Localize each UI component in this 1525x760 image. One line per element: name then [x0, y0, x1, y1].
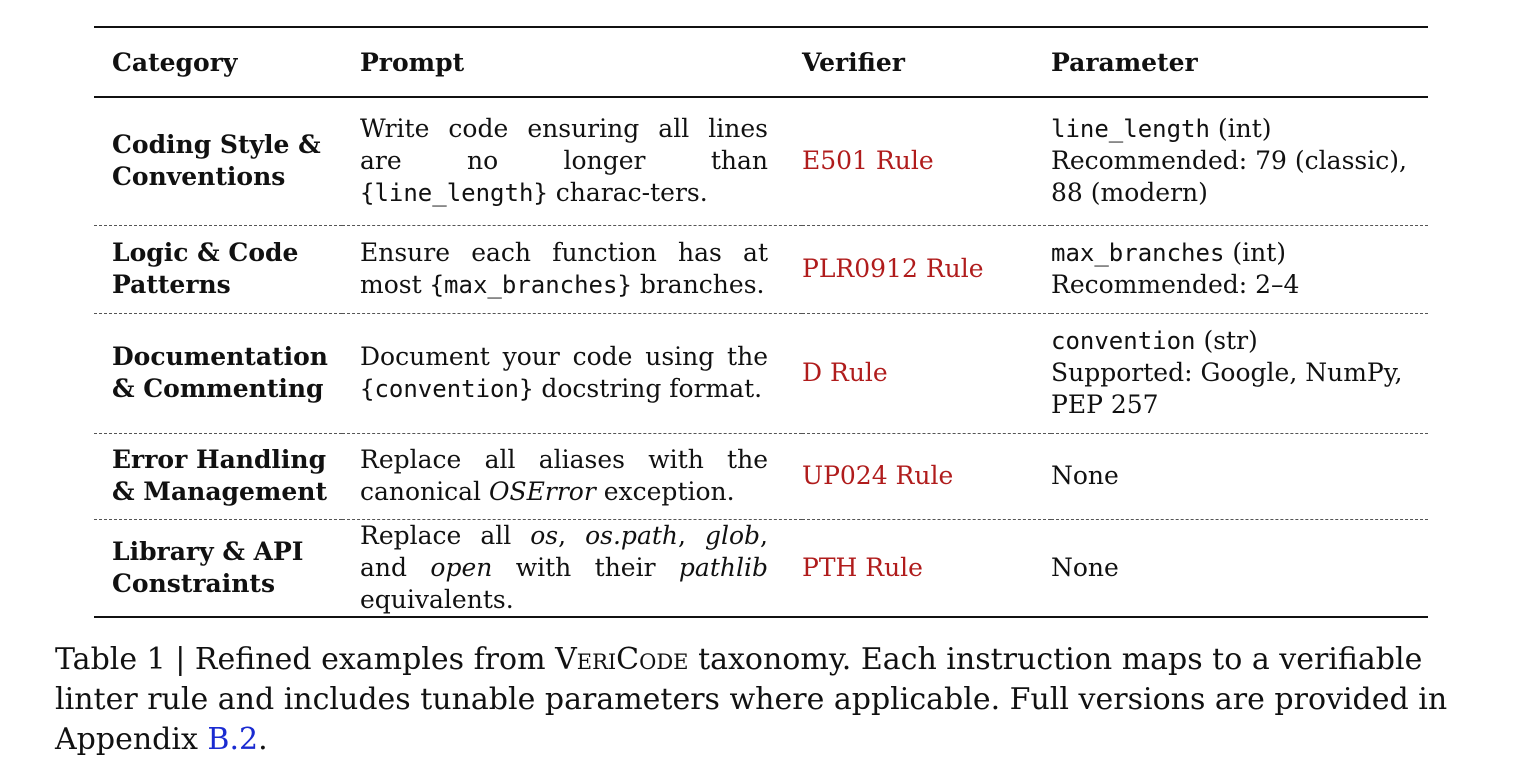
cell-prompt [342, 519, 802, 617]
cell-verifier: PLR0912 Rule [802, 225, 1051, 313]
prompt-part: branches. [631, 270, 765, 299]
cell-parameter [1051, 313, 1428, 433]
param-detail: Supported: Google, NumPy, PEP 257 [1051, 358, 1403, 419]
param-name: line_length [1051, 115, 1210, 144]
cell-parameter [1051, 433, 1428, 519]
prompt-part: exception. [595, 477, 735, 506]
param-name: convention [1051, 327, 1196, 355]
prompt-part: os.path [585, 520, 678, 550]
cell-category: Logic & Code Patterns [94, 225, 342, 313]
param-type: (int) [1209, 114, 1272, 144]
prompt-part: , and [360, 520, 768, 582]
prompt-part: {convention} [360, 375, 534, 403]
param-type: (str) [1195, 326, 1258, 355]
header-category: Category [112, 47, 238, 77]
table-row [94, 519, 1428, 617]
param-none: None [1051, 552, 1119, 582]
cell-verifier: PTH Rule [802, 552, 923, 582]
prompt-part: OSError [489, 477, 596, 506]
caption-label: Table 1 | Refined examples from [55, 642, 556, 677]
prompt-part: open [430, 552, 493, 582]
prompt-part: Document your code using the [360, 342, 768, 371]
table-row [94, 225, 1428, 313]
appendix-link[interactable]: B.2 [207, 722, 259, 757]
taxonomy-table [94, 26, 1428, 618]
cell-category: Error Handling & Management [94, 433, 342, 519]
prompt-part: docstring format. [533, 374, 763, 403]
prompt-part: pathlib [678, 552, 768, 582]
prompt-part: {line_length} [360, 179, 548, 208]
prompt-part: , [558, 520, 586, 550]
table-row [94, 313, 1428, 433]
param-detail: Recommended: 2–4 [1051, 270, 1300, 299]
caption-brand: VeriCode [555, 642, 689, 677]
prompt-part: Replace all [360, 520, 531, 550]
cell-prompt [342, 313, 802, 433]
param-detail: Recommended: 79 (classic), 88 (modern) [1051, 146, 1407, 208]
table-caption [55, 640, 1475, 760]
header-verifier: Verifier [802, 47, 905, 77]
prompt-part: , [678, 520, 705, 550]
table-row [94, 433, 1428, 519]
cell-prompt [342, 97, 802, 225]
table-row [94, 97, 1428, 225]
caption-text: taxonomy. Each instruction maps to a verifiable linter rule and includes tunable parameters where applicable. Full versions are provided in Appendix [55, 642, 1448, 757]
prompt-part: charac-ters. [547, 178, 708, 208]
cell-category: Coding Style & Conventions [94, 97, 342, 225]
taxonomy-table-container [94, 26, 1428, 618]
cell-verifier: D Rule [802, 313, 1051, 433]
prompt-part: {max_branches} [429, 271, 632, 299]
cell-category: Documentation & Commenting [94, 313, 342, 433]
header-parameter: Parameter [1051, 47, 1198, 77]
header-prompt: Prompt [360, 47, 465, 77]
cell-parameter [1051, 519, 1428, 617]
cell-parameter [1051, 225, 1428, 313]
prompt-part: os [530, 520, 559, 550]
prompt-part: Write code ensuring all lines are no longer than [360, 114, 768, 176]
cell-verifier: E501 Rule [802, 97, 1051, 225]
prompt-part: Ensure each function has at most [360, 238, 768, 299]
prompt-part: glob [704, 520, 761, 550]
caption-end: . [258, 722, 268, 757]
cell-parameter [1051, 97, 1428, 225]
param-none: None [1051, 461, 1119, 490]
cell-verifier: UP024 Rule [802, 433, 1051, 519]
prompt-part: with their [492, 552, 679, 582]
prompt-part: Replace all aliases with the canonical [360, 445, 768, 506]
prompt-part: equivalents. [360, 584, 514, 614]
cell-prompt [342, 225, 802, 313]
table-header-row [94, 27, 1428, 97]
cell-category: Library & API Constraints [112, 536, 304, 598]
param-type: (int) [1224, 238, 1286, 267]
table-body [94, 97, 1428, 617]
cell-prompt [342, 433, 802, 519]
param-name: max_branches [1051, 239, 1225, 267]
